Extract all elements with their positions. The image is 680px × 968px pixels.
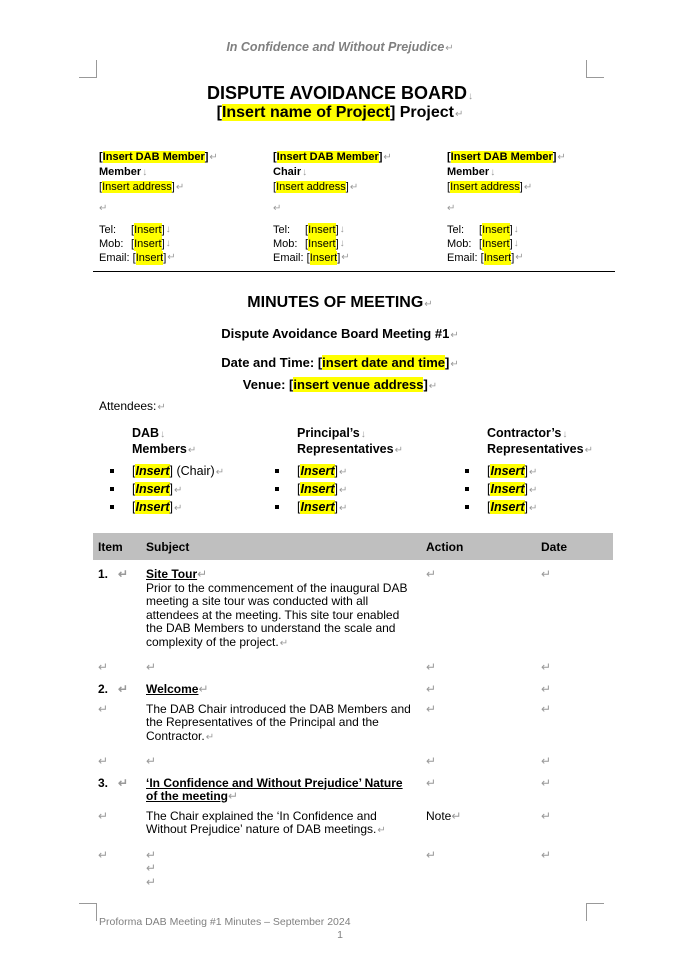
crop-mark (79, 903, 97, 921)
meeting-title: Dispute Avoidance Board Meeting #1 ↵ (0, 326, 680, 341)
contact-block: [Insert DAB Member] ↵ Chair ↓ [Insert address] ↵ ↵ Tel: [ Insert ] ↓ Mob: [ Insert ] ↓ Email: [ Insert ] ↵ (273, 150, 443, 265)
attendees-label: Attendees: ↵ (99, 399, 166, 413)
crop-mark (586, 60, 604, 78)
contact-block: [Insert DAB Member] ↵ Member ↓ [Insert address] ↵ ↵ Tel: [ Insert ] ↓ Mob: [ Insert ] ↓ Email: [ Insert ] ↵ (99, 150, 269, 265)
document-title: DISPUTE AVOIDANCE BOARD ↓ (0, 83, 680, 104)
attendee-item: [Insert] ↵ (453, 463, 623, 481)
page-number: 1 (337, 929, 343, 941)
attendee-item: [Insert] (Chair) ↵ (98, 463, 268, 481)
attendee-group: Principal’s ↓ Representatives ↵ [Insert] ↵ [Insert] ↵ [Insert] ↵ (263, 426, 433, 517)
table-row: 1. ↵ Site Tour↵ Prior to the commencement of the inaugural DAB meeting a site tour was conducted with all attendees at the meeting. This site tour enabled the DAB Members to understand the scale and complexity of the project. ↵ ↵ ↵ (93, 560, 613, 653)
date-time: Date and Time: [insert date and time] ↵ (0, 355, 680, 370)
attendee-item: [Insert] ↵ (263, 481, 433, 499)
table-row: ↵ The Chair explained the ‘In Confidence and Without Prejudice’ nature of DAB meetings. ↵ Note↵ ↵ (93, 807, 613, 841)
table-row: 2. ↵ Welcome↵ ↵ ↵ (98, 681, 552, 696)
contact-role: Member ↓ (99, 165, 269, 180)
table-row: ↵ The DAB Chair introduced the DAB Members and the Representatives of the Principal and the Contractor. ↵ ↵ ↵ (93, 700, 613, 748)
header-subject: Subject (141, 533, 421, 560)
divider (93, 271, 615, 272)
contact-role: Chair ↓ (273, 165, 443, 180)
header-item: Item (93, 533, 141, 560)
header-action: Action (421, 533, 536, 560)
venue: Venue: [insert venue address] ↵ (0, 377, 680, 392)
attendee-item: [Insert] ↵ (263, 463, 433, 481)
crop-mark (586, 903, 604, 921)
crop-mark (79, 60, 97, 78)
attendee-group: DAB ↓ Members ↵ [Insert] (Chair) ↵ [Insert] ↵ [Insert] ↵ (98, 426, 268, 517)
attendee-item: [Insert] ↵ (98, 499, 268, 517)
contact-block: [Insert DAB Member] ↵ Member ↓ [Insert address] ↵ ↵ Tel: [ Insert ] ↓ Mob: [ Insert ] ↓ Email: [ Insert ] ↵ (447, 150, 617, 265)
attendee-item: [Insert] ↵ (453, 499, 623, 517)
attendee-group: Contractor’s ↓ Representatives ↵ [Insert] ↵ [Insert] ↵ [Insert] ↵ (453, 426, 623, 517)
project-title: [Insert name of Project] Project ↵ (0, 104, 680, 122)
table-row: 3. ↵ ‘In Confidence and Without Prejudice’ Nature of the meeting↵ ↵ ↵ (98, 775, 552, 803)
header-date: Date (536, 533, 613, 560)
attendee-item: [Insert] ↵ (98, 481, 268, 499)
attendee-item: [Insert] ↵ (263, 499, 433, 517)
attendee-item: [Insert] ↵ (453, 481, 623, 499)
minutes-table: Item Subject Action Date 1. ↵ Site Tour↵ Prior to the commencement of the inaugural DAB meeting a site tour was conducted with all attendees at the meeting. This site tour enabled the DAB Members to understand the scale and complexity of the project. ↵ ↵ ↵ ↵ ↵ ↵ ↵ 2. ↵ Welcome↵ ↵ ↵ ↵ The DAB Chair introduced the DAB Members and the Representatives of the Principal and the Contractor. ↵ ↵ ↵ ↵ ↵ ↵ ↵ 3. ↵ ‘In Confidence and Without Prejudice’ Nature of the meeting↵ ↵ ↵ ↵ The Chair explained the ‘In Confidence and Without Prejudice’ nature of DAB meetings. ↵ Note↵ ↵ ↵ ↵ ↵ ↵ ↵ ↵ (93, 533, 613, 892)
confidential-header: In Confidence and Without Prejudice ↵ (0, 40, 680, 54)
minutes-heading: MINUTES OF MEETING ↵ (0, 294, 680, 312)
footer-text: Proforma DAB Meeting #1 Minutes – September 2024 (99, 916, 351, 928)
contact-role: Member ↓ (447, 165, 617, 180)
